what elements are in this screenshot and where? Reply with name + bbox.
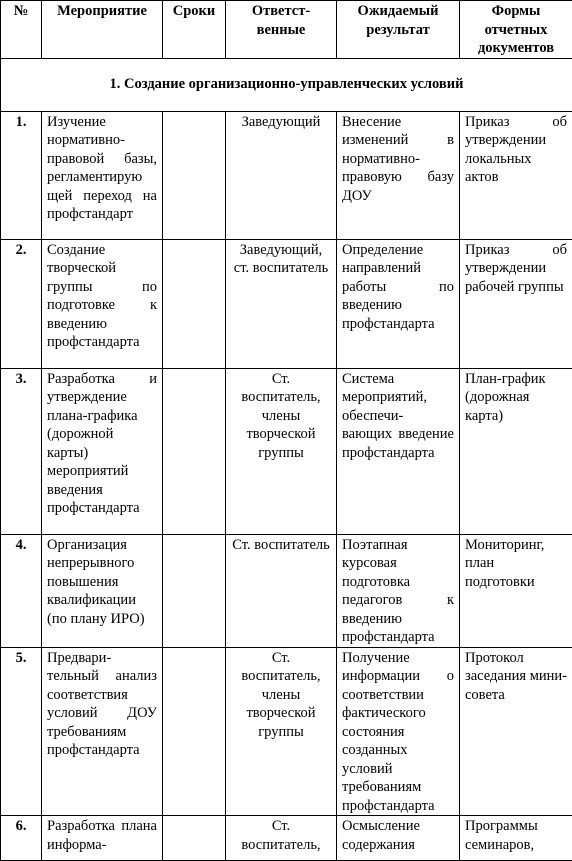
header-forms <box>460 1 572 59</box>
cell-forms: Приказ об утверждении локальных актов <box>460 111 572 239</box>
cell-event: Предвари- тельный анализ соответствия условий ДОУ требованиям профстандарта <box>42 647 163 816</box>
cell-event: Изучение нормативно- правовой базы, регламентирую щей переход на профстандарт <box>42 111 163 239</box>
cell-num: 3. <box>1 368 42 534</box>
cell-responsible: Ст. воспитатель, члены творческой группы <box>226 647 337 816</box>
header-expected <box>337 1 460 59</box>
cell-responsible: Заведующий <box>226 111 337 239</box>
header-expected-line: Ожидаемый <box>342 2 454 21</box>
cell-num: 2. <box>1 239 42 368</box>
cell-num: 1. <box>1 111 42 239</box>
cell-forms: Мониторинг, план подготовки <box>460 534 572 647</box>
cell-responsible: Ст. воспитатель <box>226 534 337 647</box>
cell-num: 6. <box>1 816 42 861</box>
cell-event: Организация непрерывного повышения квалификации (по плану ИРО) <box>42 534 163 647</box>
header-forms-line: Формы <box>465 2 567 21</box>
header-forms-line: документов <box>465 39 567 58</box>
header-responsible-line: венные <box>231 21 331 40</box>
header-responsible-line: Ответст- <box>231 2 331 21</box>
cell-expected: Система мероприятий, обеспечи- вающих введение профстандарта <box>337 368 460 534</box>
cell-deadline <box>163 239 226 368</box>
header-num: № <box>1 1 42 59</box>
header-expected-line: результат <box>342 21 454 40</box>
cell-deadline <box>163 368 226 534</box>
header-forms-line: отчетных <box>465 21 567 40</box>
cell-expected: Внесение изменений в нормативно- правовую базу ДОУ <box>337 111 460 239</box>
header-responsible <box>226 1 337 59</box>
table-row <box>1 647 572 816</box>
cell-expected: Получение информации о соответствии фактического состояния созданных условий требованиям профстандарта <box>337 647 460 816</box>
cell-responsible: Ст. воспитатель, <box>226 816 337 861</box>
cell-event: Создание творческой группы по подготовке к введению профстандарта <box>42 239 163 368</box>
cell-responsible: Ст. воспитатель, члены творческой группы <box>226 368 337 534</box>
cell-expected: Поэтапная курсовая подготовка педагогов к введению профстандарта <box>337 534 460 647</box>
table-row <box>1 239 572 368</box>
cell-num: 5. <box>1 647 42 816</box>
cell-forms: Протокол заседания мини-совета <box>460 647 572 816</box>
table-row <box>1 816 572 861</box>
cell-responsible: Заведующий, ст. воспитатель <box>226 239 337 368</box>
section-row <box>1 58 572 111</box>
cell-event: Разработка плана информа- <box>42 816 163 861</box>
cell-forms: Программы семинаров, <box>460 816 572 861</box>
cell-event: Разработка и утверждение плана-графика (дорожной карты) мероприятий введения профстандарта <box>42 368 163 534</box>
cell-forms: План-график (дорожная карта) <box>460 368 572 534</box>
cell-forms: Приказ об утверждении рабочей группы <box>460 239 572 368</box>
cell-deadline <box>163 111 226 239</box>
cell-expected: Осмысление содержания <box>337 816 460 861</box>
table-header-row <box>1 1 572 59</box>
cell-num: 4. <box>1 534 42 647</box>
header-event: Мероприятие <box>42 1 163 59</box>
cell-deadline <box>163 816 226 861</box>
cell-deadline <box>163 534 226 647</box>
header-deadline: Сроки <box>163 1 226 59</box>
section-title: 1. Создание организационно-управленческих условий <box>1 58 572 111</box>
table-row <box>1 534 572 647</box>
cell-deadline <box>163 647 226 816</box>
table-row <box>1 368 572 534</box>
table-row <box>1 111 572 239</box>
cell-expected: Определение направлений работы по введению профстандарта <box>337 239 460 368</box>
